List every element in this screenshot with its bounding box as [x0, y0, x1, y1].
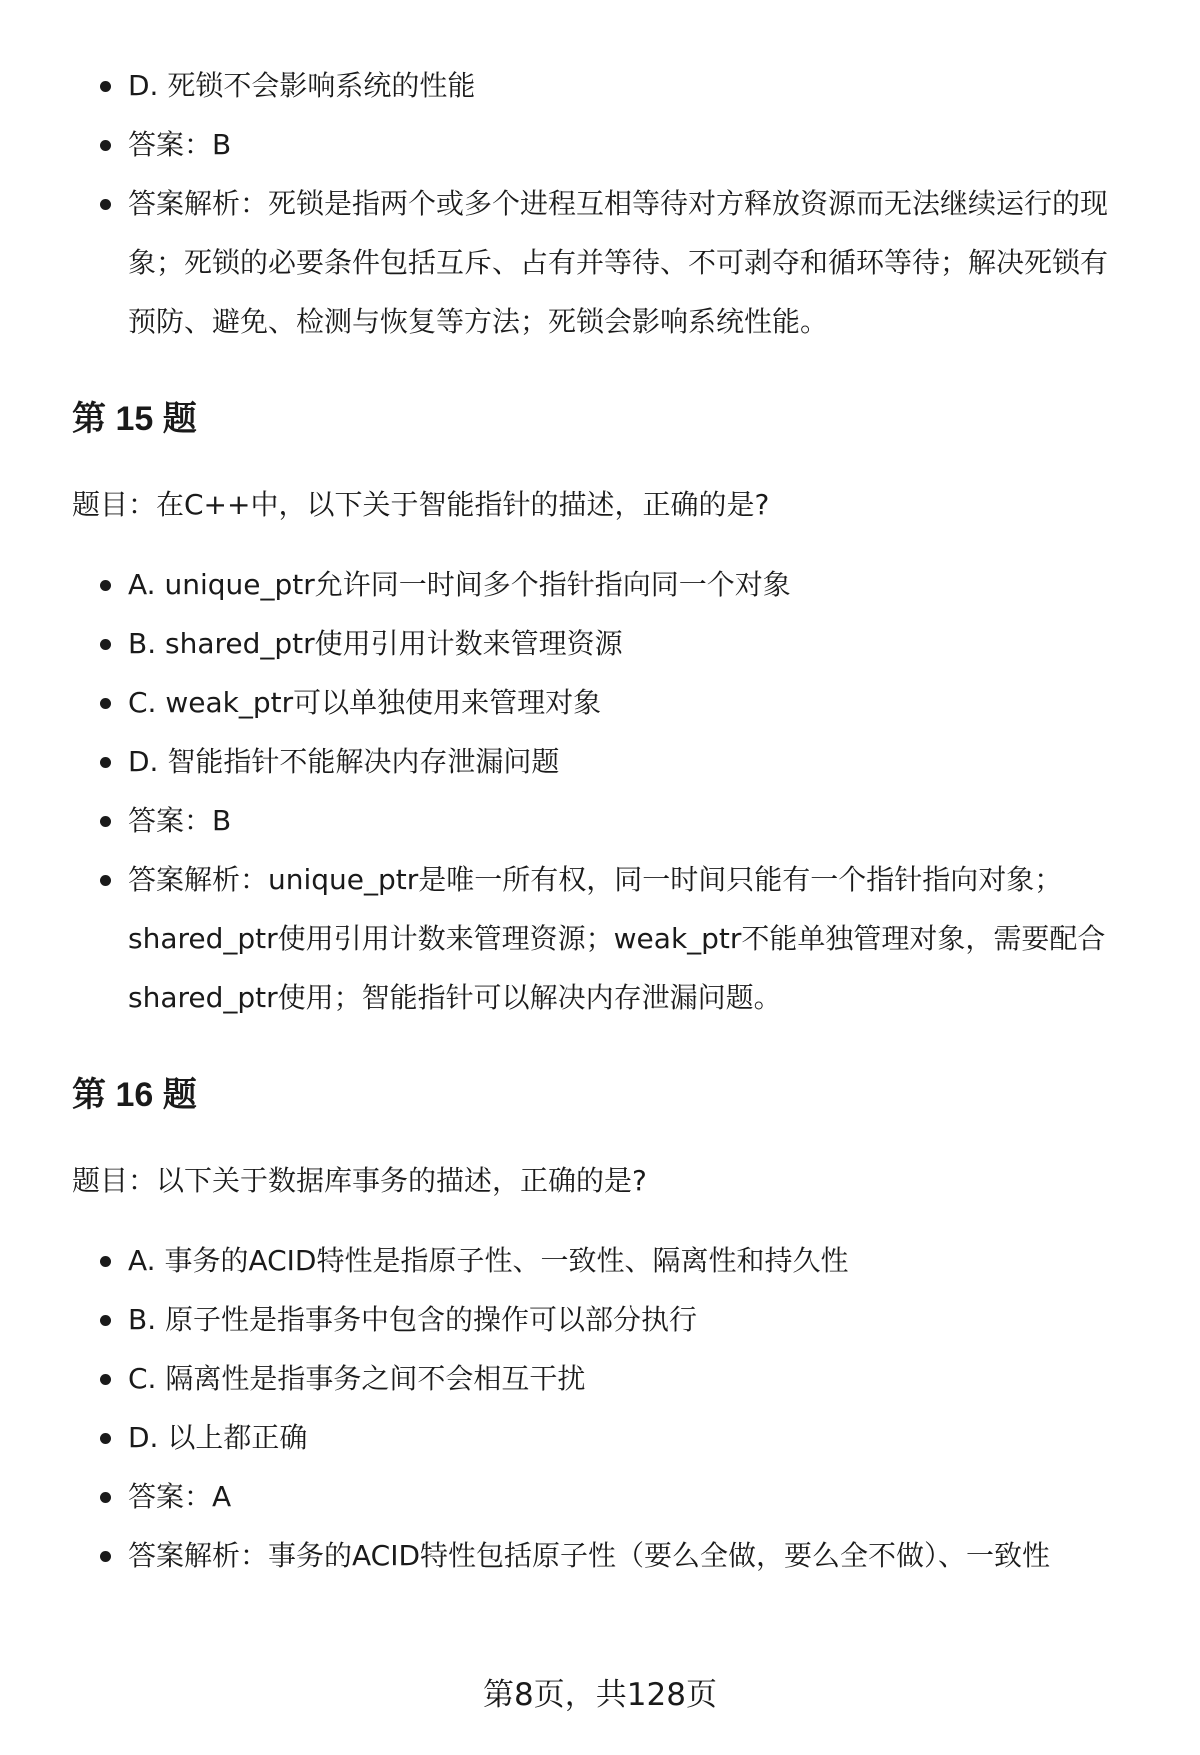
- q15-explanation: 答案解析：unique_ptr是唯一所有权，同一时间只能有一个指针指向对象；shared_ptr使用引用计数来管理资源；weak_ptr不能单独管理对象，需要配合shared_ptr使用；智能指针可以解决内存泄漏问题。: [72, 850, 1152, 1027]
- q15-option-c: C. weak_ptr可以单独使用来管理对象: [72, 673, 1152, 732]
- q16-option-a: A. 事务的ACID特性是指原子性、一致性、隔离性和持久性: [72, 1231, 1152, 1290]
- q14-answer: 答案：B: [72, 115, 1152, 174]
- q16-option-c: C. 隔离性是指事务之间不会相互干扰: [72, 1349, 1152, 1408]
- q16-explanation: 答案解析：事务的ACID特性包括原子性（要么全做，要么全不做）、一致性: [72, 1526, 1152, 1585]
- q16-answer: 答案：A: [72, 1467, 1152, 1526]
- q15-option-b: B. shared_ptr使用引用计数来管理资源: [72, 614, 1152, 673]
- q15-question: 题目：在C++中，以下关于智能指针的描述，正确的是?: [72, 488, 770, 521]
- q14-tail-list: [72, 56, 1152, 351]
- q16-list: [72, 1231, 1152, 1585]
- q16-heading: 第 16 题: [72, 1076, 197, 1114]
- q15-answer: 答案：B: [72, 791, 1152, 850]
- page-number-footer: 第8页，共128页: [483, 1677, 717, 1713]
- q14-option-d: D. 死锁不会影响系统的性能: [72, 56, 1152, 115]
- q15-option-d: D. 智能指针不能解决内存泄漏问题: [72, 732, 1152, 791]
- q14-explanation: 答案解析：死锁是指两个或多个进程互相等待对方释放资源而无法继续运行的现象；死锁的必要条件包括互斥、占有并等待、不可剥夺和循环等待；解决死锁有预防、避免、检测与恢复等方法；死锁会影响系统性能。: [72, 174, 1152, 351]
- q15-heading: 第 15 题: [72, 400, 197, 438]
- q16-option-b: B. 原子性是指事务中包含的操作可以部分执行: [72, 1290, 1152, 1349]
- q16-question: 题目：以下关于数据库事务的描述，正确的是?: [72, 1164, 647, 1197]
- q15-list: [72, 555, 1152, 1027]
- q15-option-a: A. unique_ptr允许同一时间多个指针指向同一个对象: [72, 555, 1152, 614]
- page-content: [72, 52, 1152, 1585]
- q16-option-d: D. 以上都正确: [72, 1408, 1152, 1467]
